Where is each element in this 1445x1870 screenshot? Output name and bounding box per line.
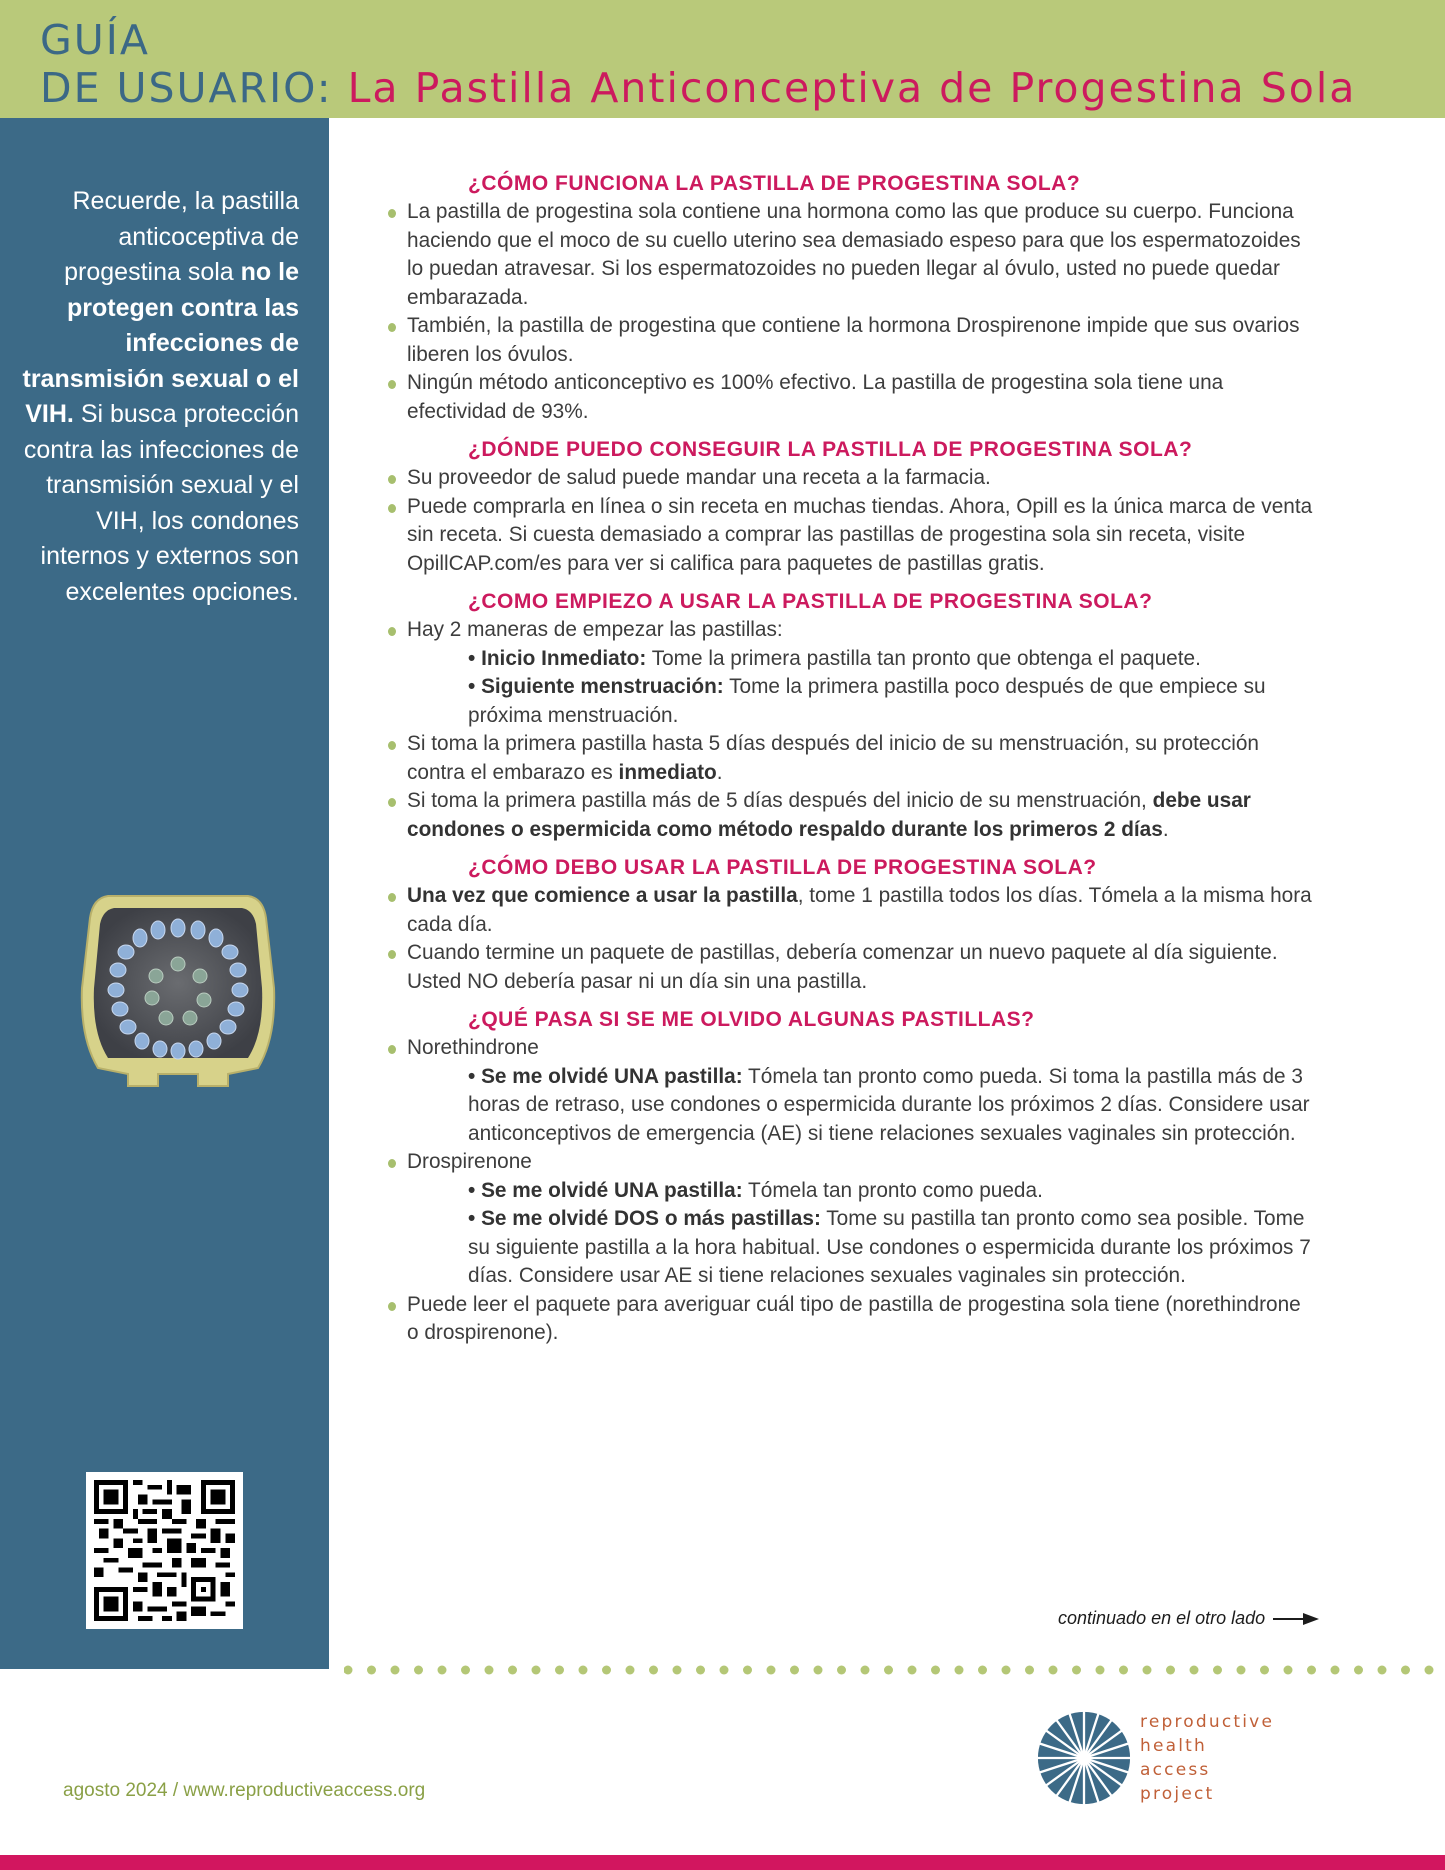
qr-code-icon [94, 1480, 235, 1621]
list-item: Ningún método anticonceptivo es 100% efectivo. La pastilla de progestina sola tiene una efectividad de 93%. [386, 369, 1316, 426]
list-item-text: , tome 1 pastilla todos los días. Tómela a la misma hora cada día. [407, 884, 1312, 936]
list-item-text: Norethindrone [407, 1036, 539, 1059]
list-item [386, 787, 1316, 844]
rhap-logo-text [1140, 1710, 1274, 1806]
list-item-bold: debe usar condones o espermicida como método respaldo durante los primeros 2 días [407, 789, 1251, 841]
dotted-divider [344, 1664, 1445, 1676]
section-how-it-works [386, 170, 1316, 426]
list-item: La pastilla de progestina sola contiene una hormona como las que produce su cuerpo. Funciona haciendo que el moco de su cuello uterino sea demasiado espeso para que los espermatozoides lo puedan atravesar. Si los espermatozoides no pueden llegar al óvulo, usted no puede quedar embarazada. [386, 198, 1316, 312]
section-title: ¿DÓNDE PUEDO CONSEGUIR LA PASTILLA DE PROGESTINA SOLA? [468, 438, 1193, 461]
sub-item: • Se me olvidé DOS o más pastillas: Tome su pastilla tan pronto como sea posible. Tome su siguiente pastilla a la hora habitual. Use condones o espermicida durante los próximos 7 días. Considere usar AE si tiene relaciones sexuales vaginales sin protección. [468, 1207, 1311, 1287]
list-item-text: Drospirenone [407, 1150, 532, 1173]
bottom-accent-bar [0, 1855, 1445, 1870]
footer-date-url[interactable]: agosto 2024 / www.reproductiveaccess.org [63, 1780, 426, 1801]
sub-item-text: Tome su pastilla tan pronto como sea posible. Tome su siguiente pastilla a la hora habitual. Use condones o espermicida durante los próximos 7 días. Considere usar AE si tiene relaciones sexuales vaginales sin protección. [468, 1207, 1311, 1287]
sub-item-text: Tome la primera pastilla tan pronto que obtenga el paquete. [646, 646, 1201, 670]
section-title: ¿COMO EMPIEZO A USAR LA PASTILLA DE PROGESTINA SOLA? [468, 590, 1153, 613]
sidebar [0, 118, 329, 1669]
reminder-text-bold: no le protegen contra las infecciones de transmisión sexual o el VIH. [22, 258, 299, 428]
rhap-logo-icon [1036, 1710, 1132, 1806]
sub-item: • Inicio Inmediato: Tome la primera pastilla tan pronto que obtenga el paquete. [468, 646, 1201, 670]
list-item: Puede leer el paquete para averiguar cuál tipo de pastilla de progestina sola tiene (norethindrone o drospirenone). [386, 1291, 1316, 1348]
continued-note [1058, 1608, 1319, 1629]
logo-line: access [1140, 1760, 1211, 1780]
sub-item-text: Tómela tan pronto como pueda. [742, 1178, 1043, 1202]
section-title: ¿CÓMO DEBO USAR LA PASTILLA DE PROGESTINA SOLA? [468, 856, 1097, 879]
logo-line: project [1140, 1784, 1215, 1804]
header-title-row [40, 64, 1356, 112]
list-item [386, 882, 1316, 939]
section-how-to-use [386, 854, 1316, 996]
list-item: Su proveedor de salud puede mandar una receta a la farmacia. [386, 464, 1316, 493]
main-content [386, 170, 1316, 1358]
sub-item-label: Se me olvidé UNA pastilla: [481, 1064, 743, 1088]
continued-text: continuado en el otro lado [1058, 1608, 1266, 1628]
sub-item-label: Se me olvidé DOS o más pastillas: [481, 1207, 821, 1230]
list-item: Puede comprarla en línea o sin receta en muchas tiendas. Ahora, Opill es la única marca de venta sin receta. Si cuesta demasiado a comprar las pastillas de progestina sola sin receta, visite OpillCAP.com/es para ver si califica para paquetes de pastillas gratis. [386, 493, 1316, 579]
list-item-text: Si toma la primera pastilla hasta 5 días después del inicio de su menstruación, su protección contra el embarazo es [407, 732, 1259, 784]
sub-item: • Siguiente menstruación: Tome la primera pastilla poco después de que empiece su próxima menstruación. [468, 675, 1266, 727]
section-title: ¿QUÉ PASA SI SE ME OLVIDO ALGUNAS PASTILLAS? [468, 1008, 1035, 1031]
punctuation: . [716, 760, 723, 784]
sub-item-text: Tome la primera pastilla poco después de que empiece su próxima menstruación. [468, 675, 1266, 727]
section-missed-pills [386, 1006, 1316, 1348]
logo-line: health [1140, 1736, 1208, 1756]
logo-line: reproductive [1140, 1712, 1275, 1732]
list-item-text: Si toma la primera pastilla más de 5 días después del inicio de su menstruación, [407, 789, 1153, 812]
list-item-bold: inmediato [618, 760, 717, 784]
sub-item: • Se me olvidé UNA pastilla: Tómela tan pronto como pueda. Si toma la pastilla más de 3 horas de retraso, use condones o espermicida durante los próximos 2 días. Considere usar anticonceptivos de emergencia (AE) si tiene relaciones sexuales vaginales sin protección. [468, 1064, 1310, 1145]
qr-code[interactable] [86, 1472, 243, 1629]
list-item [386, 1034, 1316, 1148]
header-guia: GUÍA [40, 16, 150, 64]
sub-item-label: Inicio Inmediato: [481, 646, 647, 670]
sub-item-label: Se me olvidé UNA pastilla: [481, 1178, 743, 1202]
list-item [386, 1148, 1316, 1291]
punctuation: . [1162, 817, 1169, 841]
section-where-to-get [386, 436, 1316, 578]
list-item-text: Hay 2 maneras de empezar las pastillas: [407, 618, 783, 641]
arrow-right-icon [1273, 1612, 1319, 1626]
reminder-text-intro: Recuerde, la pastilla anticoceptiva de progestina sola [64, 187, 299, 286]
pill-pack-image [78, 888, 278, 1093]
sub-item-text: Tómela tan pronto como pueda. Si toma la pastilla más de 3 horas de retraso, use condones o espermicida durante los próximos 2 días. Considere usar anticonceptivos de emergencia (AE) si tiene relaciones sexuales vaginales sin protección. [468, 1064, 1310, 1145]
sub-item: • Se me olvidé UNA pastilla: Tómela tan pronto como pueda. [468, 1178, 1043, 1202]
header-de-usuario: DE USUARIO: [40, 64, 333, 112]
section-title: ¿CÓMO FUNCIONA LA PASTILLA DE PROGESTINA SOLA? [468, 172, 1081, 195]
sidebar-reminder [19, 184, 299, 610]
reminder-text-outro: Si busca protección contra las infecciones de transmisión sexual y el VIH, los condones internos y externos son excelentes opciones. [23, 400, 299, 606]
list-item: También, la pastilla de progestina que contiene la hormona Drospirenone impide que sus ovarios liberen los óvulos. [386, 312, 1316, 369]
section-how-to-start [386, 588, 1316, 844]
list-item [386, 730, 1316, 787]
page-header [0, 0, 1445, 118]
list-item: Cuando termine un paquete de pastillas, debería comenzar un nuevo paquete al día siguiente. Usted NO debería pasar ni un día sin una pastilla. [386, 939, 1316, 996]
list-item [386, 616, 1316, 730]
sub-item-label: Siguiente menstruación: [481, 675, 724, 698]
page-title: La Pastilla Anticonceptiva de Progestina Sola [347, 64, 1357, 112]
list-item-bold: Una vez que comience a usar la pastilla [407, 884, 798, 907]
